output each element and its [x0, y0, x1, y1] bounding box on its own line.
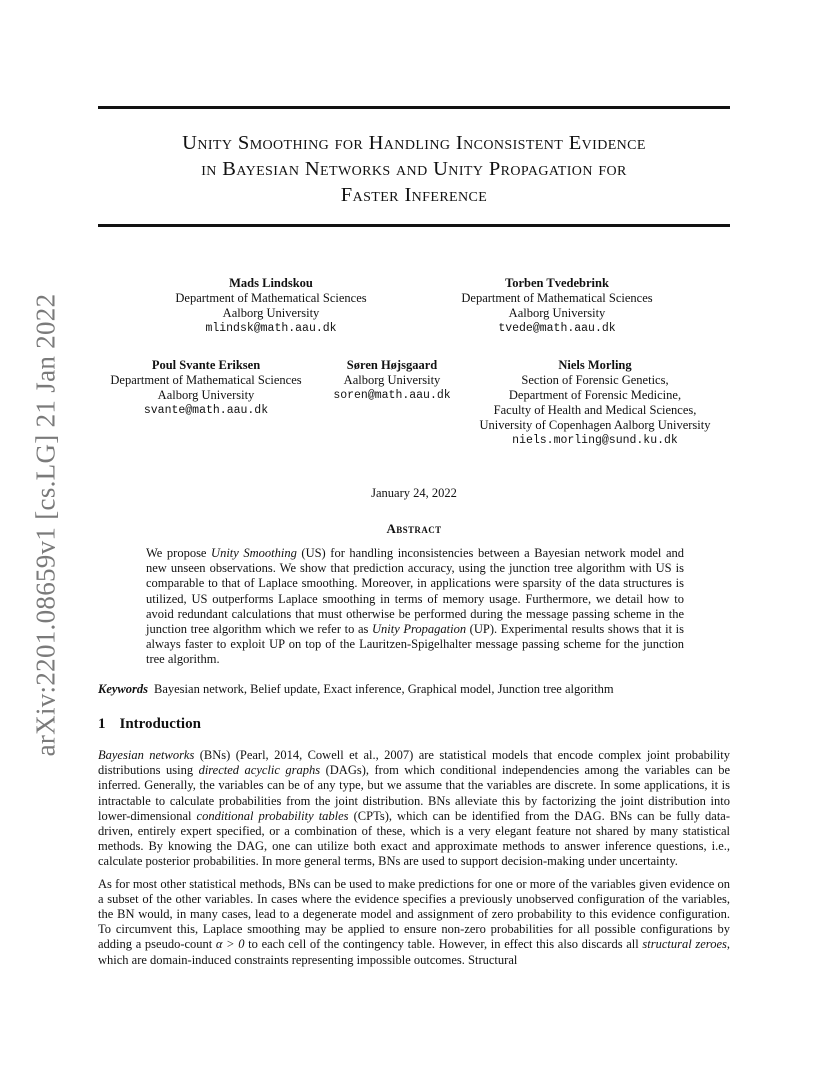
- keywords-label: Keywords: [98, 682, 148, 696]
- intro-paragraph-2: [98, 877, 730, 968]
- author-name: Niels Morling: [558, 358, 632, 372]
- author-name: Poul Svante Eriksen: [151, 358, 261, 372]
- author-email: tvede@math.aau.dk: [498, 322, 616, 335]
- keywords-text: Bayesian network, Belief update, Exact inference, Graphical model, Junction tree algorithm: [154, 682, 614, 696]
- paper-date: January 24, 2022: [371, 486, 457, 500]
- abstract-text: (UP). Experimental results shows that it is always faster to exploit UP on top of the Lauritzen-Spigelhalter message passing scheme for the junction tree algorithm.: [146, 622, 684, 667]
- author-email: soren@math.aau.dk: [333, 389, 451, 402]
- author-email: niels.morling@sund.ku.dk: [512, 434, 678, 447]
- abstract-heading: Abstract: [386, 521, 442, 536]
- body-span: to each cell of the contingency table. However, in effect this also discards all: [244, 937, 643, 952]
- body-term: conditional probability tables: [196, 808, 349, 823]
- author-affiliation: Aalborg University: [508, 306, 606, 320]
- author-name: Torben Tvedebrink: [505, 276, 609, 290]
- author-affiliation: Department of Mathematical Sciences: [461, 291, 653, 305]
- author-affiliation: Aalborg University: [343, 373, 441, 387]
- title-top-rule: [98, 106, 730, 109]
- section-heading: [98, 716, 201, 733]
- body-text: [98, 748, 730, 975]
- intro-paragraph-1: [98, 748, 730, 870]
- body-span: As for most other statistical methods, BNs can be used to make predictions for one or more of the variables given evidence on a subset of the other variables. In cases where the evidence specifies a previously unobserved configuration of the variables, the BN would, in many cases, lead to a degenerate model and assignment of zero probability to this evidence configuration. To circumvent this, Laplace smoothing may be applied to ensure non-zero probabilities for all possible configurations by adding a pseudo-count: [98, 876, 730, 952]
- author-affiliation: Faculty of Health and Medical Sciences,: [493, 403, 697, 417]
- author-name: Søren Højsgaard: [346, 358, 438, 372]
- arxiv-identifier: arXiv:2201.08659v1 [cs.LG] 21 Jan 2022: [30, 293, 61, 757]
- body-span: (DAGs), from which conditional independencies among the variables can be inferred. Generally, the variables can be of any type, but we assume that the variables are discrete. In some applications, it is intractable to calculate probabilities from the joint distribution. BNs alleviate this by factorizing the joint distribution into lower-dimensional: [98, 763, 731, 823]
- abstract-paragraph: [146, 546, 684, 668]
- author-block-2: [457, 276, 657, 336]
- title-bottom-rule: [98, 224, 730, 227]
- abstract-term: Unity Smoothing: [211, 546, 297, 560]
- author-block-4: [322, 358, 462, 403]
- author-affiliation: Aalborg University: [222, 306, 320, 320]
- body-term: Bayesian networks: [98, 748, 195, 762]
- author-email: mlindsk@math.aau.dk: [205, 322, 337, 335]
- keywords-line: [98, 682, 730, 697]
- abstract-text: We propose: [146, 546, 212, 560]
- abstract-term: Unity Propagation: [371, 622, 467, 637]
- body-span: (BNs) (Pearl, 2014, Cowell et al., 2007) are statistical models that encode complex joint probability distributions using: [98, 748, 730, 778]
- author-affiliation: Section of Forensic Genetics,: [521, 373, 669, 387]
- title-line-2: in Bayesian Networks and Unity Propagation for: [201, 158, 627, 180]
- author-affiliation: University of Copenhagen Aalborg University: [479, 418, 711, 432]
- author-block-1: [171, 276, 371, 336]
- title-line-1: Unity Smoothing for Handling Inconsistent Evidence: [182, 132, 646, 154]
- abstract-body: [146, 546, 684, 668]
- body-term: directed acyclic graphs: [198, 763, 321, 778]
- paper-title: [98, 130, 730, 208]
- section-title: Introduction: [119, 716, 201, 732]
- author-block-5: [470, 358, 720, 448]
- author-affiliation: Department of Mathematical Sciences: [110, 373, 302, 387]
- title-line-3: Faster Inference: [340, 184, 488, 206]
- body-term: structural zeroes: [642, 937, 727, 952]
- author-name: Mads Lindskou: [229, 276, 313, 290]
- author-affiliation: Department of Mathematical Sciences: [175, 291, 367, 305]
- section-number: 1: [98, 716, 106, 732]
- author-block-3: [106, 358, 306, 418]
- abstract-text: (US) for handling inconsistencies between a Bayesian network model and new unseen observations. We show that prediction accuracy, using the junction tree algorithm with US is comparable to that of Laplace smoothing. Moreover, in applications were sparsity of the data structures is utilized, US outperforms Laplace smoothing in terms of memory usage. Furthermore, we detail how to avoid redundant calculations that must otherwise be performed during the message passing scheme in the junction tree algorithm which we refer to as: [146, 546, 685, 637]
- body-span: , which are domain-induced constraints representing impossible outcomes. Structural: [98, 937, 730, 967]
- math-expression: α > 0: [215, 937, 245, 952]
- body-span: (CPTs), which can be identified from the DAG. BNs can be fully data-driven, entirely expert specified, or a combination of these, which is a very elegant feature not shared by many statistical methods. By knowing the DAG, one can utilize both exact and approximate methods to answer inference questions, i.e., calculate posterior probabilities. In more general terms, BNs are used to support decision-making under uncertainty.: [98, 808, 731, 869]
- author-affiliation: Department of Forensic Medicine,: [508, 388, 682, 402]
- author-affiliation: Aalborg University: [157, 388, 255, 402]
- author-email: svante@math.aau.dk: [143, 404, 269, 417]
